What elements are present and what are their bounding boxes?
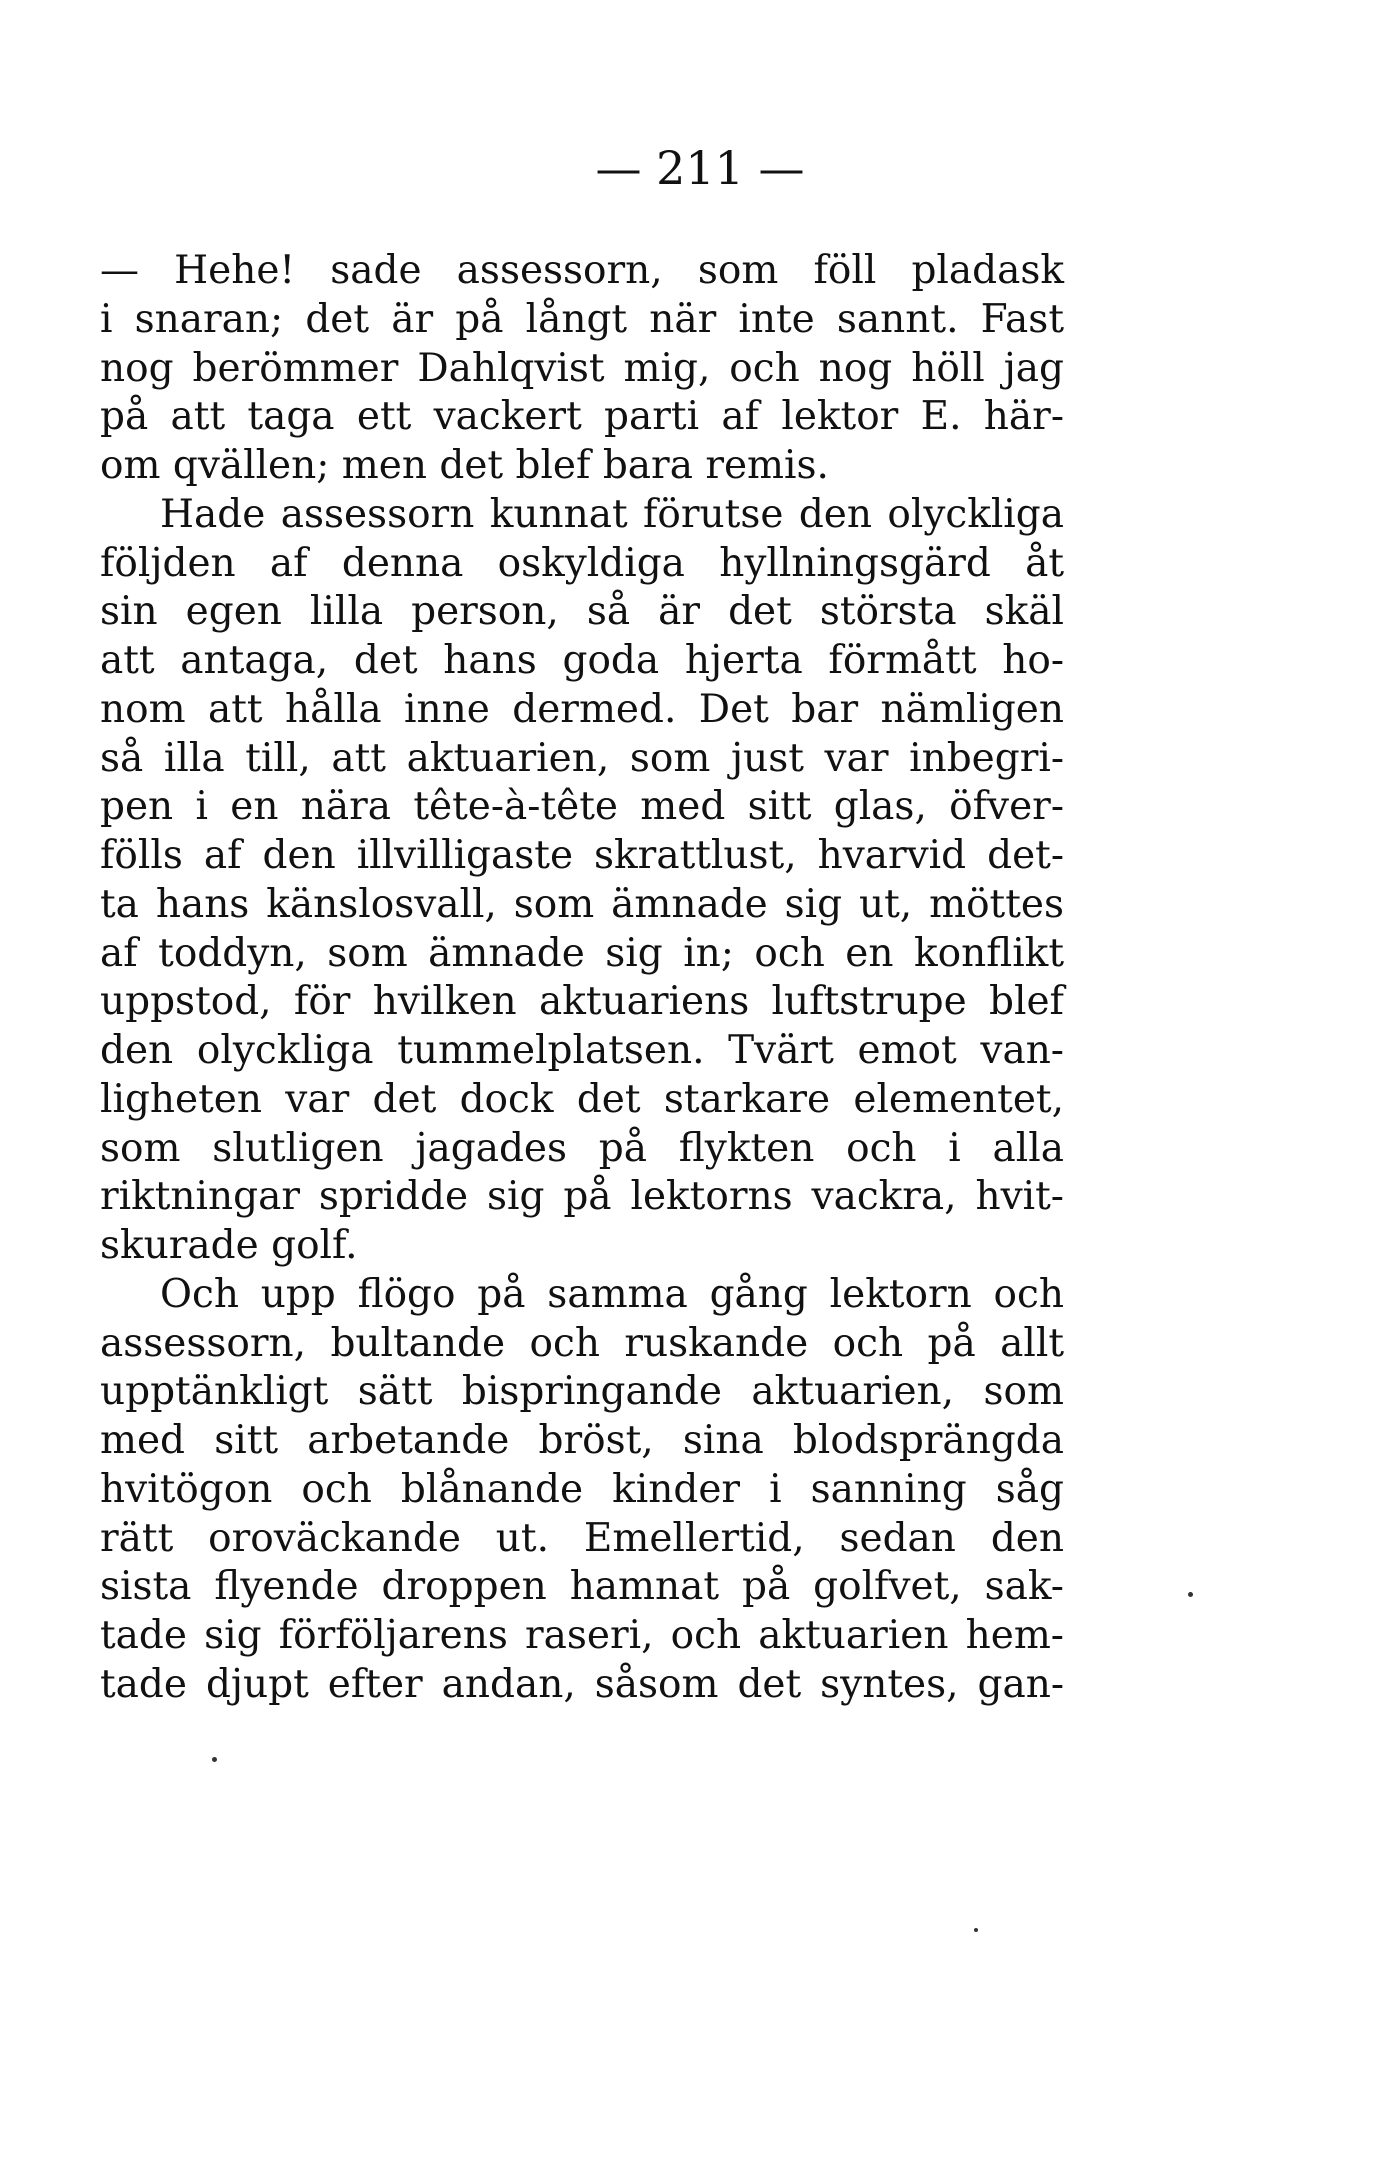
text-line: fölls af den illvilligaste skrattlust, hvarvid det- <box>100 833 1064 878</box>
text-line: af toddyn, som ämnade sig in; och en konflikt <box>100 930 1064 976</box>
text-line: sista flyende droppen hamnat på golfvet, sak- <box>100 1564 1064 1610</box>
paper-speck <box>974 1928 978 1932</box>
text-line: som slutligen jagades på flykten och i alla <box>100 1125 1064 1171</box>
paper-speck <box>212 1757 217 1762</box>
text-line: i snaran; det är på långt när inte sannt. Fast <box>100 296 1064 342</box>
text-line: ta hans känslosvall, som ämnade sig ut, möttes <box>100 881 1064 927</box>
text-line: Och upp flögo på samma gång lektorn och <box>160 1271 1064 1317</box>
page-number: — 211 — <box>595 141 805 195</box>
text-line: följden af denna oskyldiga hyllningsgärd åt <box>100 540 1064 586</box>
text-line: rätt oroväckande ut. Emellertid, sedan den <box>100 1515 1064 1561</box>
text-line: — Hehe! sade assessorn, som föll pladask <box>100 248 1064 293</box>
paper-speck <box>1188 1592 1193 1597</box>
text-line: ligheten var det dock det starkare elementet, <box>100 1076 1064 1122</box>
text-line: sin egen lilla person, så är det största skäl <box>100 589 1064 635</box>
body-text <box>100 247 1064 1710</box>
text-line: med sitt arbetande bröst, sina blodsprängda <box>100 1418 1064 1463</box>
text-line: nom att hålla inne dermed. Det bar nämligen <box>100 686 1064 732</box>
text-line: uppstod, för hvilken aktuariens luftstrupe blef <box>100 979 1064 1025</box>
text-line: skurade golf. <box>100 1223 358 1268</box>
text-line: om qvällen; men det blef bara remis. <box>100 443 829 488</box>
text-line: att antaga, det hans goda hjerta förmått ho- <box>100 638 1064 683</box>
text-line: pen i en nära tête-à-tête med sitt glas, öfver- <box>100 784 1064 830</box>
text-line: upptänkligt sätt bispringande aktuarien, som <box>100 1369 1064 1415</box>
text-line: tade djupt efter andan, såsom det syntes, gan- <box>100 1661 1064 1707</box>
text-line: tade sig förföljarens raseri, och aktuarien hem- <box>100 1613 1064 1658</box>
text-line: på att taga ett vackert parti af lektor E. här- <box>100 394 1064 440</box>
text-line: hvitögon och blånande kinder i sanning såg <box>100 1466 1064 1512</box>
text-line: Hade assessorn kunnat förutse den olyckliga <box>160 491 1064 537</box>
text-line: assessorn, bultande och ruskande och på allt <box>100 1320 1064 1366</box>
text-line: nog berömmer Dahlqvist mig, och nog höll jag <box>100 345 1064 391</box>
text-line: riktningar spridde sig på lektorns vackra, hvit- <box>100 1174 1064 1220</box>
text-line: så illa till, att aktuarien, som just var inbegri- <box>100 735 1064 781</box>
text-line: den olyckliga tummelplatsen. Tvärt emot van- <box>100 1028 1064 1073</box>
